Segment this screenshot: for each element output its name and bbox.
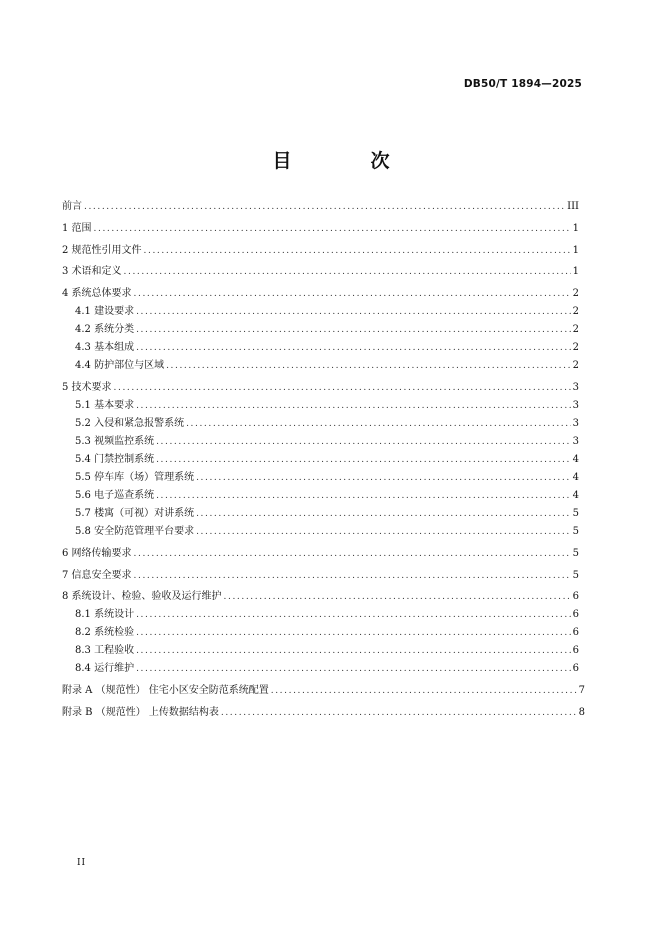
toc-entry-label: 4 系统总体要求 [62,288,132,300]
toc-leader-dots [156,433,571,451]
toc-entry-label: 5.7 楼寓（可视）对讲系统 [75,507,195,519]
toc-entry-page: 5 [572,525,579,537]
toc-leader-dots [136,339,571,357]
toc-entry-page: 6 [572,591,579,603]
document-code: DB50/T 1894—2025 [463,78,582,90]
toc-entry-label: 4.4 防护部位与区域 [75,360,165,372]
toc-entry[interactable] [62,198,579,216]
toc-leader-dots [114,379,571,397]
toc-leader-dots [134,567,571,585]
toc-entry-page: 2 [572,288,579,300]
toc-entry-page: 2 [572,360,579,372]
toc-entry[interactable] [62,303,579,321]
toc-entry[interactable] [62,588,579,606]
toc-entry[interactable] [62,660,579,678]
toc-entry[interactable] [62,682,585,700]
toc-entry-label: 附录 A （规范性） 住宅小区安全防范系统配置 [62,685,269,697]
toc-entry-page: 5 [572,507,579,519]
toc-leader-dots [271,682,577,700]
toc-leader-dots [196,505,571,523]
toc-entry[interactable] [62,379,579,397]
toc-leader-dots [156,451,571,469]
toc-entry[interactable] [62,357,579,375]
toc-entry-label: 6 网络传输要求 [62,547,132,559]
toc-leader-dots [136,642,571,660]
toc-leader-dots [136,321,571,339]
toc-entry-label: 7 信息安全要求 [62,569,132,581]
toc-entry-label: 前言 [62,201,82,212]
toc-entry-label: 5.6 电子巡查系统 [75,489,155,501]
toc-entry-label: 2 规范性引用文件 [62,244,142,256]
toc-leader-dots [144,242,571,260]
toc-leader-dots [136,606,571,624]
toc-entry[interactable] [62,263,579,281]
toc-entry[interactable] [62,415,579,433]
toc-entry-page: 1 [572,244,579,256]
table-of-contents [62,198,585,722]
toc-leader-dots [94,220,571,238]
toc-entry-page: 2 [572,324,579,336]
toc-entry-label: 8 系统设计、检验、验收及运行维护 [62,591,222,603]
toc-entry-page: III [567,201,579,212]
toc-leader-dots [196,469,571,487]
toc-entry-label: 8.1 系统设计 [75,609,135,621]
toc-entry[interactable] [62,545,579,563]
toc-entry-label: 8.3 工程验收 [75,645,135,657]
toc-entry[interactable] [62,704,585,722]
toc-entry[interactable] [62,469,579,487]
toc-leader-dots [196,523,571,541]
toc-leader-dots [134,545,571,563]
toc-entry-page: 1 [572,266,579,278]
toc-entry-page: 6 [572,627,579,639]
toc-entry-label: 3 术语和定义 [62,266,122,278]
toc-leader-dots [136,624,571,642]
toc-entry-page: 2 [572,306,579,318]
toc-leader-dots [221,704,577,722]
toc-entry-label: 5.2 入侵和紧急报警系统 [75,417,185,429]
footer-page-number: II [77,858,87,868]
toc-entry[interactable] [62,339,579,357]
toc-entry[interactable] [62,321,579,339]
toc-entry-page: 5 [572,547,579,559]
toc-entry[interactable] [62,624,579,642]
toc-entry[interactable] [62,397,579,415]
toc-leader-dots [136,303,571,321]
toc-entry-page: 8 [578,706,585,718]
toc-leader-dots [136,397,571,415]
toc-entry-label: 5.1 基本要求 [75,399,135,411]
toc-entry-page: 4 [572,489,579,501]
toc-entry-label: 附录 B （规范性） 上传数据结构表 [62,706,219,718]
toc-entry[interactable] [62,606,579,624]
toc-entry-page: 5 [572,569,579,581]
toc-entry-page: 7 [578,685,585,697]
toc-entry-page: 3 [572,435,579,447]
toc-entry[interactable] [62,642,579,660]
toc-leader-dots [136,660,571,678]
toc-entry[interactable] [62,433,579,451]
toc-leader-dots [166,357,571,375]
toc-entry[interactable] [62,523,579,541]
toc-leader-dots [186,415,571,433]
toc-entry-page: 1 [572,222,579,234]
toc-entry-page: 3 [572,417,579,429]
toc-entry-label: 8.2 系统检验 [75,627,135,639]
toc-entry-label: 5 技术要求 [62,381,112,393]
toc-entry-page: 2 [572,342,579,354]
toc-entry[interactable] [62,220,579,238]
toc-entry-page: 3 [572,381,579,393]
toc-entry-label: 4.3 基本组成 [75,342,135,354]
toc-entry-page: 4 [572,453,579,465]
toc-entry-label: 5.3 视频监控系统 [75,435,155,447]
toc-entry[interactable] [62,487,579,505]
toc-entry-label: 4.1 建设要求 [75,306,135,318]
toc-entry-page: 4 [572,471,579,483]
toc-leader-dots [84,198,565,216]
toc-entry[interactable] [62,285,579,303]
toc-entry[interactable] [62,451,579,469]
toc-entry-page: 3 [572,399,579,411]
toc-leader-dots [124,263,571,281]
toc-entry[interactable] [62,242,579,260]
toc-entry-page: 6 [572,663,579,675]
toc-entry-label: 4.2 系统分类 [75,324,135,336]
toc-entry-label: 1 范围 [62,222,92,234]
toc-entry-label: 5.8 安全防范管理平台要求 [75,525,195,537]
toc-entry[interactable] [62,567,579,585]
toc-entry[interactable] [62,505,579,523]
toc-leader-dots [134,285,571,303]
toc-entry-page: 6 [572,645,579,657]
toc-entry-page: 6 [572,609,579,621]
toc-title: 目 次 [272,150,420,172]
toc-entry-label: 5.5 停车库（场）管理系统 [75,471,195,483]
toc-entry-label: 5.4 门禁控制系统 [75,453,155,465]
toc-entry-label: 8.4 运行维护 [75,663,135,675]
toc-leader-dots [156,487,571,505]
toc-leader-dots [224,588,571,606]
